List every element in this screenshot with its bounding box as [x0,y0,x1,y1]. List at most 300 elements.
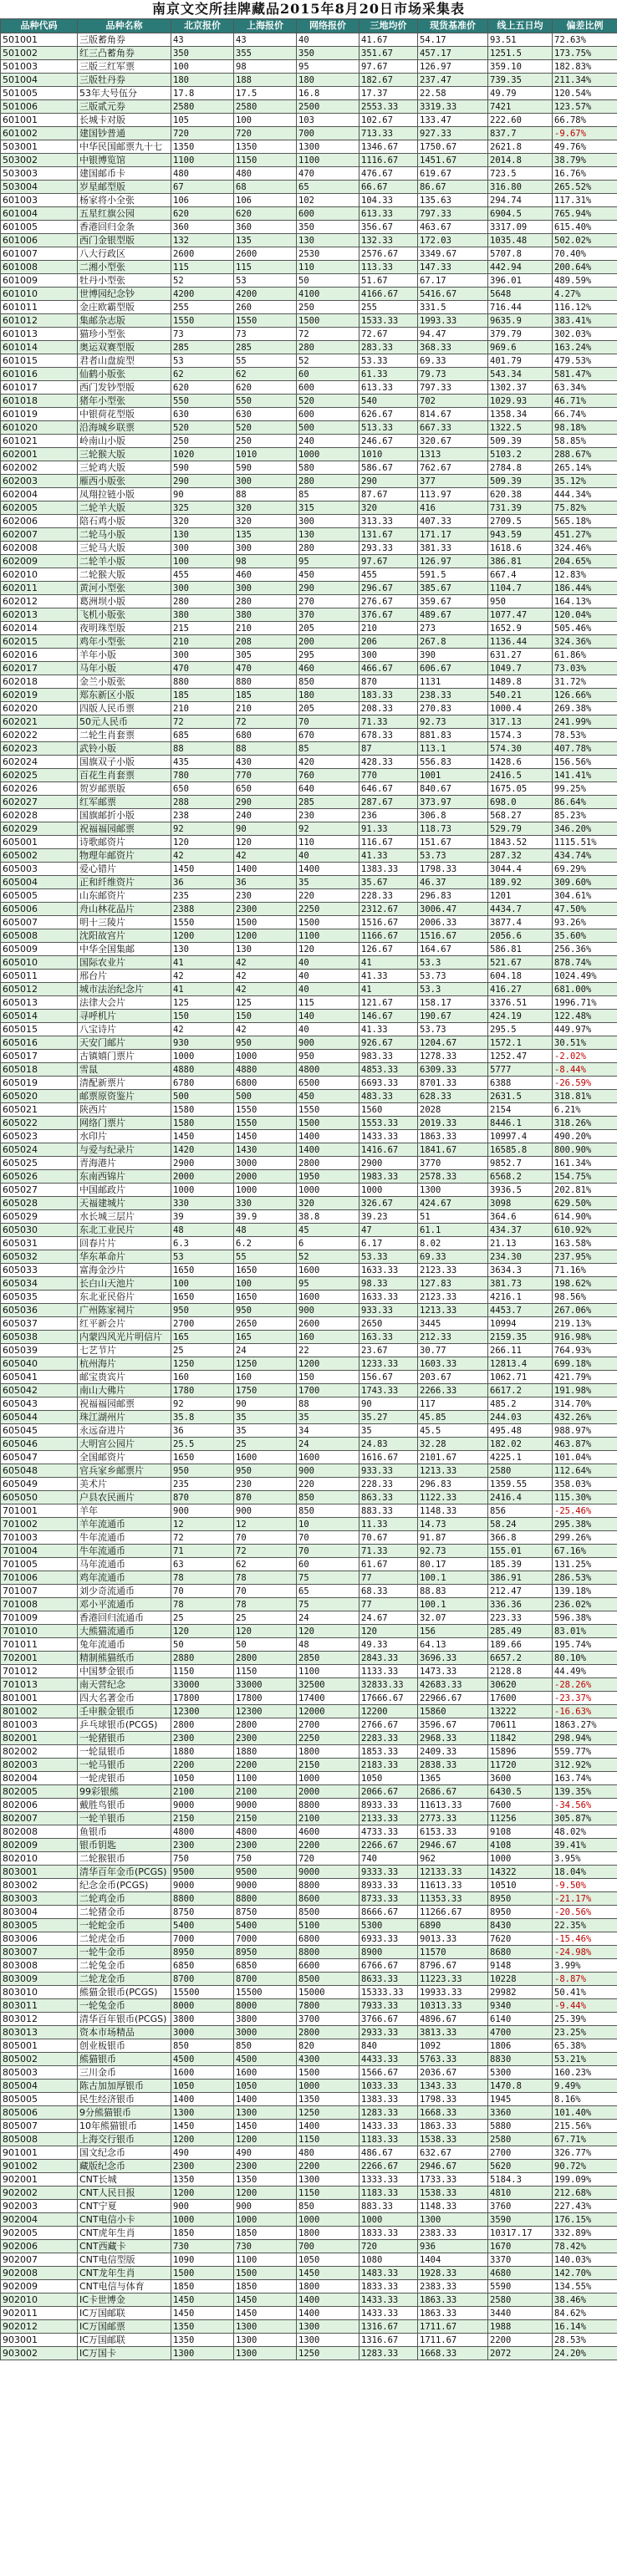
table-row [1,1531,617,1545]
cell-shanghai: 1200 [234,2133,297,2146]
cell-online: 1600 [297,1451,359,1464]
cell-deviation: 988.97% [553,1424,617,1438]
cell-shanghai: 1650 [234,1291,297,1304]
cell-shanghai: 1100 [234,2253,297,2267]
cell-name: 一轮马银币 [78,1759,171,1772]
cell-avg: 35.67 [359,876,418,889]
cell-avg: 32833.33 [359,1678,418,1692]
cell-deviation: 35.12% [553,475,617,488]
cell-deviation: -20.56% [553,1906,617,1919]
cell-base: 8701.33 [418,1077,488,1090]
cell-base: 377 [418,475,488,488]
cell-name: 长城卡对版 [78,114,171,127]
cell-avg: 1080 [359,2253,418,2267]
cell-shanghai: 185 [234,689,297,702]
table-row [1,742,617,756]
cell-name: 永远奋进片 [78,1424,171,1438]
cell-beijing: 850 [171,2039,234,2053]
cell-name: 清华百年金币(PCGS) [78,1866,171,1879]
cell-beijing: 1600 [171,2066,234,2080]
cell-online: 220 [297,889,359,903]
cell-deviation: 38.79% [553,154,617,167]
table-row [1,1050,617,1063]
cell-base: 3319.33 [418,100,488,114]
cell-base: 6153.33 [418,1825,488,1839]
cell-base: 147.33 [418,261,488,274]
cell-five-day: 667.4 [488,568,553,582]
cell-name: 广州陈家祠片 [78,1304,171,1317]
cell-avg: 2650 [359,1317,418,1331]
cell-five-day: 1252.47 [488,1050,553,1063]
cell-name: 中华全国集邮 [78,943,171,956]
cell-deviation: 215.56% [553,2120,617,2133]
cell-five-day: 4810 [488,2187,553,2200]
cell-avg: 513.33 [359,421,418,435]
cell-online: 1300 [297,140,359,154]
cell-avg: 740 [359,1852,418,1866]
cell-base: 8.02 [418,1237,488,1250]
cell-shanghai: 285 [234,341,297,354]
cell-avg: 1833.33 [359,2227,418,2240]
cell-avg: 1433.33 [359,2293,418,2307]
cell-name: 黄河小型张 [78,582,171,595]
cell-online: 820 [297,2039,359,2053]
cell-code: 903002 [1,2347,78,2360]
cell-shanghai: 17800 [234,1692,297,1705]
cell-code: 601009 [1,274,78,288]
cell-shanghai: 90 [234,1397,297,1411]
cell-shanghai: 39.9 [234,1210,297,1224]
cell-shanghai: 68 [234,181,297,194]
cell-avg: 91.33 [359,822,418,836]
cell-shanghai: 620 [234,207,297,221]
cell-beijing: 1650 [171,1264,234,1277]
cell-code: 605017 [1,1050,78,1063]
table-row [1,889,617,903]
cell-beijing: 160 [171,1371,234,1384]
cell-code: 605001 [1,836,78,849]
cell-avg: 2900 [359,1157,418,1170]
cell-avg: 8933.33 [359,1879,418,1892]
cell-beijing: 8950 [171,1946,234,1959]
cell-base: 1798.33 [418,2093,488,2106]
cell-base: 1365 [418,1772,488,1785]
table-row [1,822,617,836]
cell-deviation: 212.68% [553,2187,617,2200]
cell-beijing: 36 [171,876,234,889]
cell-base: 463.67 [418,221,488,234]
cell-name: CNT人民日报 [78,2187,171,2200]
cell-online: 850 [297,2200,359,2213]
cell-beijing: 43 [171,33,234,47]
cell-code: 605022 [1,1117,78,1130]
cell-code: 701006 [1,1571,78,1585]
cell-shanghai: 48 [234,1224,297,1237]
table-row [1,1090,617,1103]
cell-beijing: 62 [171,368,234,381]
cell-shanghai: 125 [234,996,297,1010]
cell-base: 1122.33 [418,1491,488,1504]
cell-avg: 1133.33 [359,1665,418,1678]
cell-shanghai: 4500 [234,2053,297,2066]
cell-beijing: 92 [171,822,234,836]
table-row [1,274,617,288]
cell-online: 1500 [297,2066,359,2080]
cell-online: 2530 [297,247,359,261]
cell-code: 605006 [1,903,78,916]
cell-avg: 17.37 [359,87,418,100]
cell-deviation: 134.55% [553,2280,617,2293]
table-row [1,622,617,635]
cell-beijing: 25 [171,1344,234,1357]
cell-name: 国际农业片 [78,956,171,970]
cell-online: 1050 [297,2253,359,2267]
cell-name: 二轮鸡金币 [78,1892,171,1906]
cell-five-day: 4216.1 [488,1291,553,1304]
cell-five-day: 401.79 [488,354,553,368]
cell-five-day: 716.44 [488,301,553,314]
cell-online: 35 [297,876,359,889]
table-row [1,1959,617,1973]
cell-beijing: 930 [171,1036,234,1050]
table-row [1,408,617,421]
cell-name: 西门发钞型版 [78,381,171,395]
cell-name: 青海港片 [78,1157,171,1170]
cell-online: 1350 [297,2093,359,2106]
cell-shanghai: 300 [234,542,297,555]
cell-name: 羊年流通币 [78,1518,171,1531]
table-row [1,863,617,876]
cell-name: 东北亚民俗片 [78,1291,171,1304]
table-row [1,2320,617,2334]
cell-five-day: 287.32 [488,849,553,863]
cell-base: 94.47 [418,328,488,341]
cell-beijing: 235 [171,889,234,903]
cell-online: 1800 [297,2227,359,2240]
table-row [1,1291,617,1304]
cell-five-day: 739.35 [488,74,553,87]
cell-code: 801003 [1,1718,78,1732]
cell-name: 中华民国邮票九十七 [78,140,171,154]
cell-deviation: 116.12% [553,301,617,314]
cell-code: 602007 [1,528,78,542]
cell-deviation: 63.34% [553,381,617,395]
cell-beijing: 490 [171,2146,234,2160]
cell-name: 三轮猴大版 [78,448,171,461]
cell-code: 902001 [1,2173,78,2187]
cell-base: 1343.33 [418,2080,488,2093]
cell-deviation: 101.04% [553,1451,617,1464]
cell-deviation: 98.56% [553,1291,617,1304]
cell-name: 户县农民画片 [78,1491,171,1504]
cell-beijing: 15500 [171,1986,234,1999]
cell-avg: 4166.67 [359,288,418,301]
cell-avg: 11.33 [359,1518,418,1531]
cell-online: 280 [297,341,359,354]
cell-name: 民生经济银币 [78,2093,171,2106]
cell-name: 四版人民币票 [78,702,171,715]
cell-shanghai: 880 [234,675,297,689]
cell-name: 东北工业民片 [78,1224,171,1237]
cell-shanghai: 72 [234,1545,297,1558]
cell-base: 296.83 [418,1478,488,1491]
cell-code: 805003 [1,2066,78,2080]
cell-beijing: 9500 [171,1866,234,1879]
cell-online: 40 [297,33,359,47]
cell-beijing: 435 [171,756,234,769]
cell-code: 701012 [1,1665,78,1678]
cell-deviation: 122.48% [553,1010,617,1023]
cell-five-day: 969.6 [488,341,553,354]
cell-code: 902003 [1,2200,78,2213]
table-row [1,1518,617,1531]
cell-shanghai: 5400 [234,1919,297,1932]
cell-five-day: 3590 [488,2213,553,2227]
table-row [1,1946,617,1959]
table-row [1,488,617,501]
cell-deviation: 204.65% [553,555,617,568]
cell-beijing: 455 [171,568,234,582]
table-row [1,127,617,140]
cell-beijing: 2100 [171,1785,234,1799]
cell-shanghai: 850 [234,2039,297,2053]
cell-beijing: 1500 [171,2267,234,2280]
cell-code: 601005 [1,221,78,234]
cell-online: 8600 [297,1892,359,1906]
cell-shanghai: 165 [234,1331,297,1344]
cell-shanghai: 730 [234,2240,297,2253]
cell-avg: 863.33 [359,1491,418,1504]
table-row [1,33,617,47]
cell-shanghai: 900 [234,1504,297,1518]
cell-five-day: 509.39 [488,475,553,488]
col-online: 网络报价 [297,19,359,33]
cell-five-day: 2014.8 [488,154,553,167]
cell-shanghai: 3000 [234,1157,297,1170]
cell-code: 602013 [1,608,78,622]
table-row [1,1892,617,1906]
cell-online: 120 [297,1625,359,1638]
cell-online: 72 [297,328,359,341]
cell-shanghai: 2300 [234,903,297,916]
table-row [1,1545,617,1558]
cell-beijing: 125 [171,996,234,1010]
cell-avg: 49.33 [359,1638,418,1652]
cell-base: 1313 [418,448,488,461]
cell-base: 113.1 [418,742,488,756]
cell-name: 羊年小版 [78,649,171,662]
cell-shanghai: 42 [234,983,297,996]
cell-base: 46.37 [418,876,488,889]
cell-beijing: 550 [171,395,234,408]
cell-base: 1204.67 [418,1036,488,1050]
cell-beijing: 185 [171,689,234,702]
cell-shanghai: 230 [234,1478,297,1491]
cell-base: 8796.67 [418,1959,488,1973]
cell-code: 601008 [1,261,78,274]
cell-online: 1600 [297,1291,359,1304]
cell-deviation: 163.58% [553,1237,617,1250]
cell-code: 602018 [1,675,78,689]
cell-base: 1841.67 [418,1143,488,1157]
cell-base: 762.67 [418,461,488,475]
cell-name: IC万国卡 [78,2347,171,2360]
cell-five-day: 9148 [488,1959,553,1973]
cell-shanghai: 250 [234,435,297,448]
cell-beijing: 720 [171,127,234,140]
cell-online: 350 [297,221,359,234]
cell-base: 1863.33 [418,2307,488,2320]
cell-avg: 678.33 [359,729,418,742]
cell-avg: 770 [359,769,418,782]
cell-five-day: 386.81 [488,555,553,568]
cell-online: 1400 [297,1130,359,1143]
cell-avg: 71.33 [359,1545,418,1558]
cell-code: 802010 [1,1852,78,1866]
cell-beijing: 36 [171,1424,234,1438]
cell-shanghai: 1400 [234,2093,297,2106]
cell-name: 一轮羊银币 [78,1812,171,1825]
cell-avg: 1166.67 [359,929,418,943]
cell-avg: 182.67 [359,74,418,87]
table-row [1,2293,617,2307]
cell-code: 602019 [1,689,78,702]
cell-avg: 228.33 [359,1478,418,1491]
cell-code: 701008 [1,1598,78,1611]
cell-base: 702 [418,395,488,408]
cell-five-day: 2056.6 [488,929,553,943]
cell-beijing: 1450 [171,863,234,876]
cell-avg: 210 [359,622,418,635]
cell-code: 605042 [1,1384,78,1397]
cell-base: 556.83 [418,756,488,769]
cell-code: 602025 [1,769,78,782]
cell-shanghai: 8800 [234,1892,297,1906]
cell-beijing: 1780 [171,1384,234,1397]
cell-name: 纪念金币(PCGS) [78,1879,171,1892]
cell-avg: 4733.33 [359,1825,418,1839]
cell-deviation: 286.53% [553,1571,617,1585]
cell-code: 801001 [1,1692,78,1705]
cell-shanghai: 520 [234,421,297,435]
cell-five-day: 316.80 [488,181,553,194]
cell-avg: 97.67 [359,60,418,74]
cell-code: 501003 [1,60,78,74]
cell-code: 605025 [1,1157,78,1170]
cell-online: 1700 [297,1384,359,1397]
cell-online: 160 [297,1331,359,1344]
cell-deviation: 72.63% [553,33,617,47]
cell-name: 二轮羊小版 [78,555,171,568]
cell-base: 237.47 [418,74,488,87]
cell-shanghai: 1550 [234,1117,297,1130]
cell-shanghai: 1150 [234,154,297,167]
table-row [1,2173,617,2187]
cell-beijing: 1450 [171,1130,234,1143]
cell-code: 602027 [1,796,78,809]
cell-code: 902004 [1,2213,78,2227]
cell-code: 602016 [1,649,78,662]
cell-shanghai: 870 [234,1491,297,1504]
cell-beijing: 2300 [171,1839,234,1852]
cell-online: 120 [297,943,359,956]
table-row [1,929,617,943]
cell-base: 172.03 [418,234,488,247]
cell-beijing: 950 [171,1464,234,1478]
cell-deviation: 161.34% [553,1157,617,1170]
cell-code: 803004 [1,1906,78,1919]
cell-online: 1550 [297,1103,359,1117]
cell-online: 295 [297,649,359,662]
cell-base: 2383.33 [418,2227,488,2240]
cell-online: 16.8 [297,87,359,100]
cell-beijing: 330 [171,1197,234,1210]
cell-shanghai: 380 [234,608,297,622]
table-row [1,916,617,929]
cell-deviation: 18.04% [553,1866,617,1879]
cell-deviation: 267.06% [553,1304,617,1317]
cell-online: 48 [297,1638,359,1652]
cell-online: 12000 [297,1705,359,1718]
cell-beijing: 1450 [171,2120,234,2133]
cell-avg: 35.27 [359,1411,418,1424]
cell-online: 95 [297,555,359,568]
cell-shanghai: 1430 [234,1143,297,1157]
cell-shanghai: 1300 [234,2334,297,2347]
cell-online: 1300 [297,2334,359,2347]
cell-online: 70 [297,715,359,729]
cell-online: 2700 [297,1718,359,1732]
cell-online: 40 [297,970,359,983]
cell-beijing: 17.8 [171,87,234,100]
cell-avg: 300 [359,649,418,662]
cell-deviation: 98.18% [553,421,617,435]
cell-name: 古镇嬉门票片 [78,1050,171,1063]
cell-five-day: 5707.8 [488,247,553,261]
cell-five-day: 485.2 [488,1397,553,1411]
cell-shanghai: 1300 [234,2347,297,2360]
cell-online: 40 [297,956,359,970]
cell-base: 79.73 [418,368,488,381]
cell-name: 南天营纪念 [78,1678,171,1692]
table-row [1,1571,617,1585]
cell-base: 190.67 [418,1010,488,1023]
cell-online: 1400 [297,1143,359,1157]
cell-deviation: 39.41% [553,1839,617,1852]
table-row [1,1478,617,1491]
cell-base: 15860 [418,1705,488,1718]
cell-base: 32.28 [418,1438,488,1451]
cell-deviation: 505.46% [553,622,617,635]
cell-online: 1400 [297,2293,359,2307]
cell-base: 381.33 [418,542,488,555]
cell-code: 602001 [1,448,78,461]
cell-code: 601014 [1,341,78,354]
cell-beijing: 2580 [171,100,234,114]
cell-five-day: 540.21 [488,689,553,702]
cell-online: 2250 [297,1732,359,1745]
cell-base: 368.33 [418,341,488,354]
cell-code: 802006 [1,1799,78,1812]
cell-shanghai: 115 [234,261,297,274]
cell-online: 290 [297,582,359,595]
cell-avg: 1383.33 [359,2093,418,2106]
cell-shanghai: 1850 [234,2227,297,2240]
cell-online: 8800 [297,1946,359,1959]
table-row [1,328,617,341]
cell-online: 900 [297,1036,359,1050]
cell-name: 夜明珠型版 [78,622,171,635]
